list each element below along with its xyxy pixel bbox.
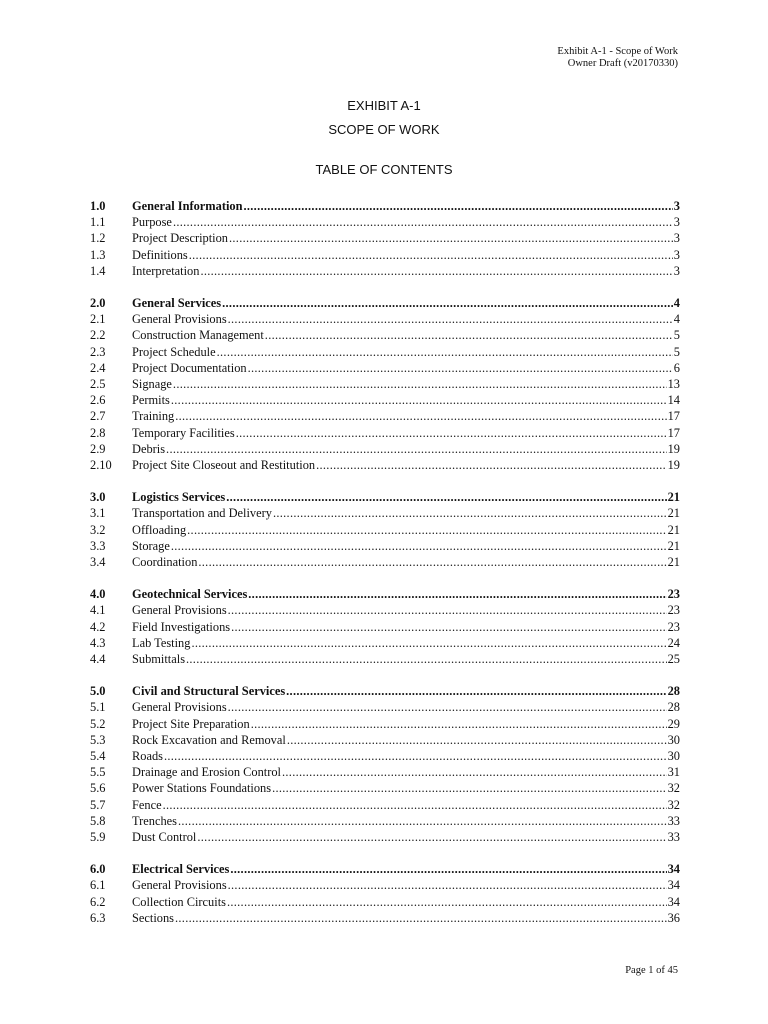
toc-page-number: 21 (667, 555, 680, 569)
toc-entry-row[interactable] (90, 376, 680, 392)
toc-number: 4.1 (90, 603, 106, 618)
toc-number: 5.2 (90, 716, 106, 731)
toc-leader-dots (175, 408, 666, 424)
toc-title: General Provisions (132, 878, 227, 893)
toc-leader-dots (164, 748, 667, 764)
toc-title: Geotechnical Services (132, 587, 248, 602)
toc-leader-dots (173, 214, 673, 230)
toc-section-row[interactable] (90, 861, 680, 877)
toc-page-number: 28 (667, 700, 680, 715)
toc-leader-dots (236, 425, 667, 441)
toc-page-number: 34 (667, 894, 680, 909)
toc-number: 5.0 (90, 684, 106, 699)
header-exhibit: Exhibit A-1 - Scope of Work (557, 46, 678, 57)
toc-number: 3.2 (90, 522, 106, 537)
toc-entry-row[interactable] (90, 425, 680, 441)
toc-leader-dots (228, 311, 673, 327)
toc-title: General Provisions (132, 312, 227, 327)
toc-title: Project Site Preparation (132, 716, 250, 731)
toc-page-number: 13 (667, 377, 680, 391)
toc-entry-row[interactable] (90, 505, 680, 521)
toc-title: Roads (132, 749, 163, 763)
toc-number: 6.3 (90, 910, 106, 925)
toc-page-number: 3 (673, 215, 680, 230)
toc-number: 5.8 (90, 813, 106, 828)
toc-title: Trenches (132, 813, 177, 828)
toc-title: Coordination (132, 555, 198, 569)
toc-page-number: 34 (667, 862, 680, 877)
toc-leader-dots (265, 327, 673, 343)
toc-page-number: 23 (667, 587, 680, 602)
toc-entry-row[interactable] (90, 408, 680, 424)
toc-entry-row[interactable] (90, 441, 680, 457)
toc-page-number: 33 (667, 813, 680, 828)
exhibit-title: EXHIBIT A-1 (347, 98, 421, 113)
toc-page-number: 33 (667, 830, 680, 844)
toc-number: 2.6 (90, 393, 106, 408)
toc-title: Dust Control (132, 830, 197, 844)
toc-leader-dots (282, 764, 667, 780)
toc-page-number: 25 (667, 652, 680, 666)
toc-leader-dots (191, 635, 666, 651)
toc-page-number: 29 (667, 716, 680, 731)
toc-page-number: 3 (673, 247, 680, 262)
toc-number: 5.6 (90, 781, 106, 796)
toc-title: Logistics Services (132, 490, 226, 505)
toc-leader-dots (228, 877, 667, 893)
toc-page-number: 28 (667, 684, 680, 699)
toc-page-number: 30 (667, 732, 680, 747)
toc-leader-dots (171, 392, 667, 408)
toc-title: Drainage and Erosion Control (132, 765, 281, 780)
toc-title: Fence (132, 797, 162, 812)
toc-title: Field Investigations (132, 619, 231, 634)
toc-leader-dots (171, 538, 667, 554)
toc-title: Offloading (132, 522, 187, 537)
toc-entry-row[interactable] (90, 732, 680, 748)
toc-leader-dots (198, 554, 666, 570)
toc-title: Training (132, 409, 175, 424)
toc-title: Transportation and Delivery (132, 506, 272, 521)
toc-entry-row[interactable] (90, 554, 680, 570)
toc-number: 1.1 (90, 215, 106, 230)
toc-number: 3.0 (90, 490, 106, 505)
toc-leader-dots (227, 894, 667, 910)
toc-page-number: 19 (667, 441, 680, 456)
toc-title: Temporary Facilities (132, 425, 235, 440)
toc-number: 3.3 (90, 538, 106, 553)
toc-title: Collection Circuits (132, 894, 226, 909)
toc-section-row[interactable] (90, 489, 680, 505)
toc-title: Project Documentation (132, 360, 247, 375)
toc-leader-dots (248, 586, 666, 602)
toc-number: 2.9 (90, 441, 106, 456)
toc-entry-row[interactable] (90, 214, 680, 230)
toc-leader-dots (173, 376, 667, 392)
toc-title: General Provisions (132, 603, 227, 618)
toc-page-number: 36 (667, 910, 680, 925)
toc-leader-dots (222, 295, 673, 311)
toc-page-number: 23 (667, 619, 680, 634)
toc-entry-row[interactable] (90, 457, 680, 473)
toc-page-number: 19 (667, 458, 680, 472)
toc-title: Sections (132, 910, 174, 925)
toc-page-number: 5 (673, 344, 680, 359)
toc-entry-row[interactable] (90, 813, 680, 829)
toc-page-number: 4 (673, 296, 680, 310)
toc-entry-row[interactable] (90, 748, 680, 764)
toc-entry-row[interactable] (90, 894, 680, 910)
toc-entry-row[interactable] (90, 797, 680, 813)
toc-number: 2.7 (90, 409, 106, 424)
toc-page-number: 34 (667, 878, 680, 893)
toc-title: Power Stations Foundations (132, 781, 272, 796)
toc-entry-row[interactable] (90, 699, 680, 715)
toc-leader-dots (230, 861, 666, 877)
toc-entry-row[interactable] (90, 910, 680, 926)
toc-section-row[interactable] (90, 198, 680, 214)
toc-page-number: 21 (667, 506, 680, 521)
toc-number: 5.9 (90, 830, 106, 844)
toc-leader-dots (197, 829, 666, 845)
toc-page-number: 17 (667, 425, 680, 440)
toc-leader-dots (286, 683, 666, 699)
toc-number: 4.2 (90, 619, 106, 634)
toc-title: Electrical Services (132, 862, 230, 877)
toc-entry-row[interactable] (90, 263, 680, 279)
toc-leader-dots (163, 797, 667, 813)
toc-heading: TABLE OF CONTENTS (315, 162, 453, 177)
toc-leader-dots (166, 441, 667, 457)
document-header (557, 46, 678, 70)
toc-page-number: 21 (667, 538, 680, 553)
toc-leader-dots (189, 247, 673, 263)
toc-section-row[interactable] (90, 586, 680, 602)
toc-page-number: 17 (667, 409, 680, 424)
toc-page-number: 23 (667, 603, 680, 618)
toc-number: 5.4 (90, 749, 106, 763)
toc-number: 2.0 (90, 296, 106, 310)
toc-title: Debris (132, 441, 166, 456)
toc-leader-dots (272, 780, 667, 796)
toc-title: Interpretation (132, 263, 200, 278)
toc-leader-dots (226, 489, 666, 505)
toc-entry-row[interactable] (90, 311, 680, 327)
toc-leader-dots (273, 505, 667, 521)
toc-leader-dots (228, 602, 667, 618)
toc-number: 2.3 (90, 344, 106, 359)
toc-entry-row[interactable] (90, 392, 680, 408)
toc-entry-row[interactable] (90, 247, 680, 263)
toc-number: 4.3 (90, 635, 106, 650)
toc-page-number: 32 (667, 781, 680, 796)
toc-leader-dots (231, 619, 667, 635)
toc-leader-dots (200, 263, 672, 279)
toc-number: 1.3 (90, 247, 106, 262)
toc-number: 3.4 (90, 555, 106, 569)
toc-page-number: 6 (673, 360, 680, 375)
toc-page-number: 21 (667, 490, 680, 505)
toc-number: 3.1 (90, 506, 106, 521)
toc-number: 5.1 (90, 700, 106, 715)
toc-entry-row[interactable] (90, 230, 680, 246)
toc-title: Submittals (132, 652, 186, 666)
toc-leader-dots (229, 230, 673, 246)
page-footer: Page 1 of 45 (625, 965, 678, 976)
toc-title: Definitions (132, 247, 188, 262)
toc-number: 5.3 (90, 732, 106, 747)
toc-page-number: 3 (673, 199, 680, 213)
toc-number: 1.4 (90, 263, 106, 278)
toc-title: Project Description (132, 231, 229, 246)
toc-section-row[interactable] (90, 295, 680, 311)
toc-leader-dots (287, 732, 667, 748)
toc-entry-row[interactable] (90, 602, 680, 618)
toc-page-number: 5 (673, 328, 680, 343)
toc-title: Permits (132, 393, 170, 408)
toc-number: 6.2 (90, 894, 106, 909)
toc-number: 2.8 (90, 425, 106, 440)
toc-number: 5.5 (90, 765, 106, 780)
toc-number: 4.4 (90, 652, 106, 666)
toc-number: 1.0 (90, 199, 106, 213)
toc-number: 2.10 (90, 458, 112, 472)
toc-number: 6.1 (90, 878, 106, 893)
toc-entry-row[interactable] (90, 522, 680, 538)
toc-title: Signage (132, 377, 172, 391)
toc-entry-row[interactable] (90, 651, 680, 667)
toc-page-number: 4 (673, 312, 680, 327)
toc-section-row[interactable] (90, 683, 680, 699)
toc-title: Project Schedule (132, 344, 216, 359)
toc-entry-row[interactable] (90, 619, 680, 635)
toc-entry-row[interactable] (90, 764, 680, 780)
toc-number: 1.2 (90, 231, 106, 246)
toc-page-number: 3 (673, 231, 680, 246)
toc-number: 5.7 (90, 797, 106, 812)
header-draft-version: Owner Draft (v20170330) (567, 58, 678, 69)
toc-leader-dots (186, 651, 667, 667)
toc-leader-dots (178, 813, 667, 829)
toc-title: Project Site Closeout and Restitution (132, 458, 316, 472)
toc-number: 2.5 (90, 377, 106, 391)
toc-entry-row[interactable] (90, 360, 680, 376)
toc-entry-row[interactable] (90, 829, 680, 845)
toc-page-number: 21 (667, 522, 680, 537)
toc-title: General Provisions (132, 700, 227, 715)
toc-page-number: 31 (667, 765, 680, 780)
toc-title: Construction Management (132, 328, 264, 343)
toc-leader-dots (175, 910, 667, 926)
toc-page-number: 3 (673, 263, 680, 278)
toc-page-number: 32 (667, 797, 680, 812)
toc-title: Purpose (132, 215, 172, 230)
toc-title: Lab Testing (132, 635, 191, 650)
toc-leader-dots (217, 344, 673, 360)
toc-page-number: 30 (667, 749, 680, 763)
toc-leader-dots (187, 522, 666, 538)
toc-title: Rock Excavation and Removal (132, 732, 286, 747)
toc-page-number: 24 (667, 635, 680, 650)
toc-title: Storage (132, 538, 170, 553)
toc-leader-dots (248, 360, 673, 376)
toc-leader-dots (243, 198, 672, 214)
toc-title: General Services (132, 296, 222, 310)
toc-entry-row[interactable] (90, 538, 680, 554)
toc-number: 2.2 (90, 328, 106, 343)
toc-leader-dots (228, 699, 667, 715)
toc-leader-dots (251, 716, 667, 732)
toc-number: 4.0 (90, 587, 106, 602)
toc-number: 6.0 (90, 862, 106, 877)
toc-title: General Information (132, 199, 243, 213)
toc-leader-dots (316, 457, 667, 473)
toc-number: 2.1 (90, 312, 106, 327)
toc-entry-row[interactable] (90, 780, 680, 796)
toc-entry-row[interactable] (90, 344, 680, 360)
toc-entry-row[interactable] (90, 716, 680, 732)
toc-title: Civil and Structural Services (132, 684, 286, 699)
scope-title: SCOPE OF WORK (328, 122, 440, 137)
toc-number: 2.4 (90, 360, 106, 375)
toc-entry-row[interactable] (90, 327, 680, 343)
toc-page-number: 14 (667, 393, 680, 408)
toc-entry-row[interactable] (90, 635, 680, 651)
toc-entry-row[interactable] (90, 877, 680, 893)
